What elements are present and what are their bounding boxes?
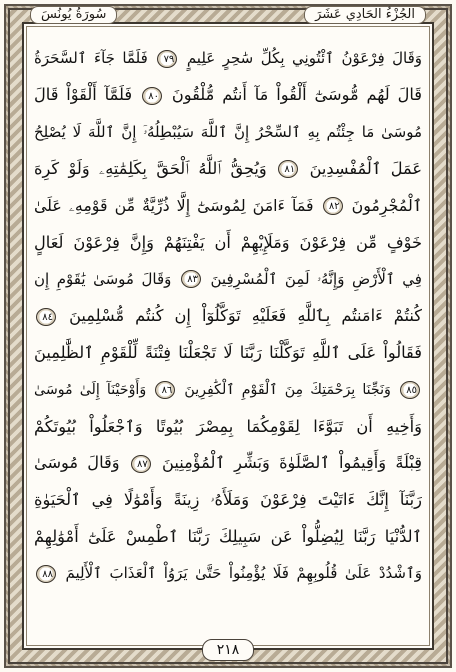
verse-text: فِي ٱلْأَرْضِ وَإِنَّهُۥ لَمِنَ ٱلْمُسْرِفِينَ xyxy=(210,269,422,288)
line-text xyxy=(34,196,422,216)
text-line xyxy=(34,77,422,114)
verse-text: وَٱشْدُدْ عَلَىٰ قُلُوبِهِمْ فَلَا يُؤْمِنُواْ حَتَّىٰ يَرَوُاْ ٱلْعَذَابَ ٱلْأَلِيمَ xyxy=(65,564,422,583)
verse-text: فَلَمَّآ أَلْقَوْاْ قَالَ xyxy=(34,85,133,105)
ayah-number-marker: ٨١ xyxy=(278,160,298,178)
ayah-number-marker: ٨٠ xyxy=(142,87,162,105)
text-line xyxy=(34,555,422,592)
text-line xyxy=(34,150,422,187)
ayah-number-marker: ٨٣ xyxy=(181,270,201,288)
line-text xyxy=(34,490,422,510)
page-number: ٢١٨ xyxy=(202,639,255,661)
page-header xyxy=(30,4,426,26)
verse-text: كُنتُمْ ءَامَنتُم بِٱللَّهِ فَعَلَيْهِ تَوَكَّلُوٓاْ إِن كُنتُم مُّسْلِمِينَ xyxy=(69,306,422,326)
ayah-number-marker: ٨٦ xyxy=(155,381,175,399)
text-line xyxy=(34,224,422,261)
text-line xyxy=(34,408,422,445)
line-text xyxy=(34,564,422,583)
verse-text: وَقَالَ مُوسَىٰ xyxy=(34,453,120,473)
verse-text: قَالَ لَهُم مُّوسَىٰٓ أَلْقُواْ مَآ أَنتُم مُّلْقُونَ xyxy=(171,85,422,105)
line-text xyxy=(34,453,422,473)
verse-text: وَنَجِّنَا بِرَحْمَتِكَ مِنَ ٱلْقَوْمِ ٱلْكَٰفِرِينَ xyxy=(184,381,391,398)
verse-text: عَمَلَ ٱلْمُفْسِدِينَ xyxy=(309,158,422,178)
text-line xyxy=(34,298,422,335)
verse-text: رَبَّنَآ إِنَّكَ ءَاتَيْتَ فِرْعَوْنَ وَمَلَأَهُۥ زِينَةً وَأَمْوَٰلًا فِي ٱلْحَيَوٰةِ xyxy=(34,489,422,509)
ayah-number-marker: ٨٤ xyxy=(36,308,56,326)
ayah-number-marker: ٨٥ xyxy=(400,381,420,399)
header-ornament xyxy=(123,14,298,16)
line-text xyxy=(34,527,422,546)
verse-text: وَيُحِقُّ ٱللَّهُ ٱلْحَقَّ بِكَلِمَٰتِهِۦ وَلَوْ كَرِهَ xyxy=(34,158,267,178)
juz-label: الجُزْءُ الحَادِي عَشَرَ xyxy=(304,6,426,24)
line-text xyxy=(34,159,422,179)
verse-text: وَقَالَ مُوسَىٰ يَٰقَوْمِ إِن xyxy=(34,269,172,288)
verse-text: قِبْلَةً وَأَقِيمُواْ ٱلصَّلَوٰةَ وَبَشِّرِ ٱلْمُؤْمِنِينَ xyxy=(162,453,422,473)
line-text xyxy=(34,417,422,436)
line-text xyxy=(34,85,422,105)
ayah-number-marker: ٨٨ xyxy=(36,565,56,583)
line-text xyxy=(34,270,422,289)
text-line xyxy=(34,371,422,408)
text-line xyxy=(34,445,422,482)
verse-text: ٱلدُّنْيَا رَبَّنَا لِيُضِلُّواْ عَن سَبِيلِكَ رَبَّنَا ٱطْمِسْ عَلَىٰٓ أَمْوَٰلِهِمْ xyxy=(34,527,422,547)
text-line xyxy=(34,187,422,224)
text-line xyxy=(34,518,422,555)
text-line xyxy=(34,482,422,519)
text-line xyxy=(34,334,422,371)
verse-text: ٱلْمُجْرِمُونَ xyxy=(351,195,422,215)
line-text xyxy=(34,123,422,141)
ayah-number-marker: ٨٢ xyxy=(323,197,343,215)
verse-text: فَمَآ ءَامَنَ لِمُوسَىٰٓ إِلَّا ذُرِّيَّةٌ مِّن قَوْمِهِۦ عَلَىٰ xyxy=(34,195,314,215)
verse-text: مُوسَىٰ مَا جِئْتُم بِهِ ٱلسِّحْرُ إِنَّ ٱللَّهَ سَيُبْطِلُهُۥٓ إِنَّ ٱللَّهَ لَا يُصْلِحُ xyxy=(34,122,422,141)
quran-text xyxy=(34,40,422,622)
line-text xyxy=(34,233,422,252)
text-line xyxy=(34,40,422,77)
verse-text: فَقَالُواْ عَلَى ٱللَّهِ تَوَكَّلْنَا رَبَّنَا لَا تَجْعَلْنَا فِتْنَةً لِّلْقَوْمِ ٱلظَّٰلِمِينَ xyxy=(34,343,422,363)
verse-text: خَوْفٍ مِّن فِرْعَوْنَ وَمَلَإِيْهِمْ أَن يَفْتِنَهُمْ وَإِنَّ فِرْعَوْنَ لَعَالٍ xyxy=(34,232,422,252)
verse-text: فَلَمَّا جَآءَ ٱلسَّحَرَةُ xyxy=(34,49,148,68)
verse-text: وَأَخِيهِ أَن تَبَوَّءَا لِقَوْمِكُمَا بِمِصْرَ بُيُوتًا وَٱجْعَلُواْ بُيُوتَكُمْ xyxy=(34,416,422,436)
verse-text: وَأَوْحَيْنَآ إِلَىٰ مُوسَىٰ xyxy=(34,381,147,398)
line-text xyxy=(34,306,422,326)
verse-text: وَقَالَ فِرْعَوْنُ ٱئْتُونِي بِكُلِّ سَٰحِرٍ عَلِيمٍ xyxy=(186,49,422,68)
ayah-number-marker: ٧٩ xyxy=(157,50,177,68)
line-text xyxy=(34,343,422,362)
text-line xyxy=(34,114,422,151)
page-footer xyxy=(0,638,456,662)
ayah-number-marker: ٨٧ xyxy=(131,455,151,473)
text-line xyxy=(34,261,422,298)
line-text xyxy=(34,49,422,68)
line-text xyxy=(34,381,422,399)
surah-label: سُورَةُ يُونُسَ xyxy=(30,6,117,24)
